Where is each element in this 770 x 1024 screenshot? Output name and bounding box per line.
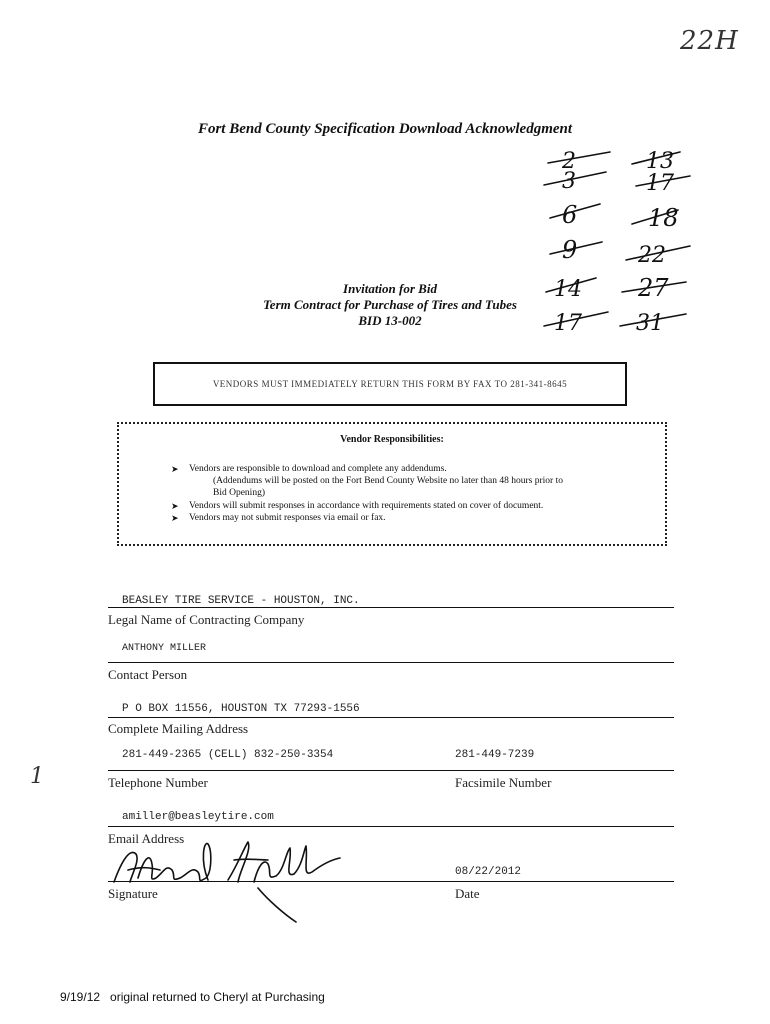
arrow-bullet-icon: ➤ <box>171 464 179 474</box>
addendum-mark-left: 17 <box>554 311 582 336</box>
addendum-mark-left: 2 <box>562 149 576 174</box>
document-title: Fort Bend County Specification Download Acknowledgment <box>197 121 573 137</box>
corner-page-number: 22H <box>680 26 739 56</box>
mailing-address-value[interactable]: P O BOX 11556, HOUSTON TX 77293-1556 <box>122 703 360 715</box>
addendum-mark-right: 22 <box>638 243 666 268</box>
addendum-mark-right: 17 <box>646 171 674 196</box>
telephone-value[interactable]: 281-449-2365 (CELL) 832-250-3354 <box>122 749 334 761</box>
handwritten-signature[interactable] <box>108 830 348 925</box>
fax-notice-box <box>153 362 627 406</box>
vendor-responsibilities-box <box>117 422 667 546</box>
contact-person-label: Contact Person <box>108 667 188 682</box>
company-name-value[interactable]: BEASLEY TIRE SERVICE - HOUSTON, INC. <box>122 595 360 607</box>
email-value[interactable]: amiller@beasleytire.com <box>122 811 274 823</box>
date-label: Date <box>455 886 480 901</box>
mailing-address-line <box>108 717 674 718</box>
mailing-address-label: Complete Mailing Address <box>108 721 249 736</box>
email-label: Email Address <box>108 831 185 846</box>
fax-notice-text: VENDORS MUST IMMEDIATELY RETURN THIS FORM BY FAX TO 281-341-8645 <box>212 379 568 389</box>
date-value[interactable]: 08/22/2012 <box>455 866 522 878</box>
contact-person-line <box>108 662 674 663</box>
addendum-mark-right: 18 <box>648 204 679 232</box>
arrow-bullet-icon: ➤ <box>171 513 179 523</box>
contact-person-value[interactable]: ANTHONY MILLER <box>122 643 207 654</box>
arrow-bullet-icon: ➤ <box>171 501 179 511</box>
responsibility-sub-note: (Addendums will be posted on the Fort Bend County Website no later than 48 hours prior to <box>213 476 563 486</box>
addendum-mark-right: 13 <box>646 149 674 174</box>
footer-note: 9/19/12 original returned to Cheryl at Purchasing <box>60 990 325 1004</box>
email-line <box>108 826 674 827</box>
addendum-mark-right: 31 <box>636 311 664 336</box>
addendum-mark-left: 6 <box>562 201 578 229</box>
phone-fax-line <box>108 770 674 771</box>
responsibility-item: ➤ Vendors are responsible to download and complete any addendums. <box>171 464 447 474</box>
invitation-heading: Invitation for Bid <box>343 281 437 296</box>
telephone-label: Telephone Number <box>108 775 208 790</box>
responsibility-item: ➤ Vendors may not submit responses via email or fax. <box>171 513 386 523</box>
responsibility-sub-note: Bid Opening) <box>213 488 265 498</box>
left-margin-mark: 1 <box>30 764 44 789</box>
addendum-mark-left: 14 <box>554 277 582 302</box>
responsibilities-title: Vendor Responsibilities: <box>340 434 444 445</box>
addendum-mark-left: 9 <box>562 236 578 264</box>
company-name-line <box>108 607 674 608</box>
addendum-mark-left: 3 <box>562 169 576 194</box>
addendum-mark-right: 27 <box>638 274 669 302</box>
fax-number-label: Facsimile Number <box>455 775 552 790</box>
bid-number: BID 13-002 <box>358 313 422 328</box>
fax-number-value[interactable]: 281-449-7239 <box>455 749 535 761</box>
contract-description: Term Contract for Purchase of Tires and Tubes <box>263 297 517 312</box>
responsibility-item: ➤ Vendors will submit responses in accordance with requirements stated on cover of document. <box>171 501 544 511</box>
signature-label: Signature <box>108 886 158 901</box>
company-name-label: Legal Name of Contracting Company <box>108 612 305 627</box>
